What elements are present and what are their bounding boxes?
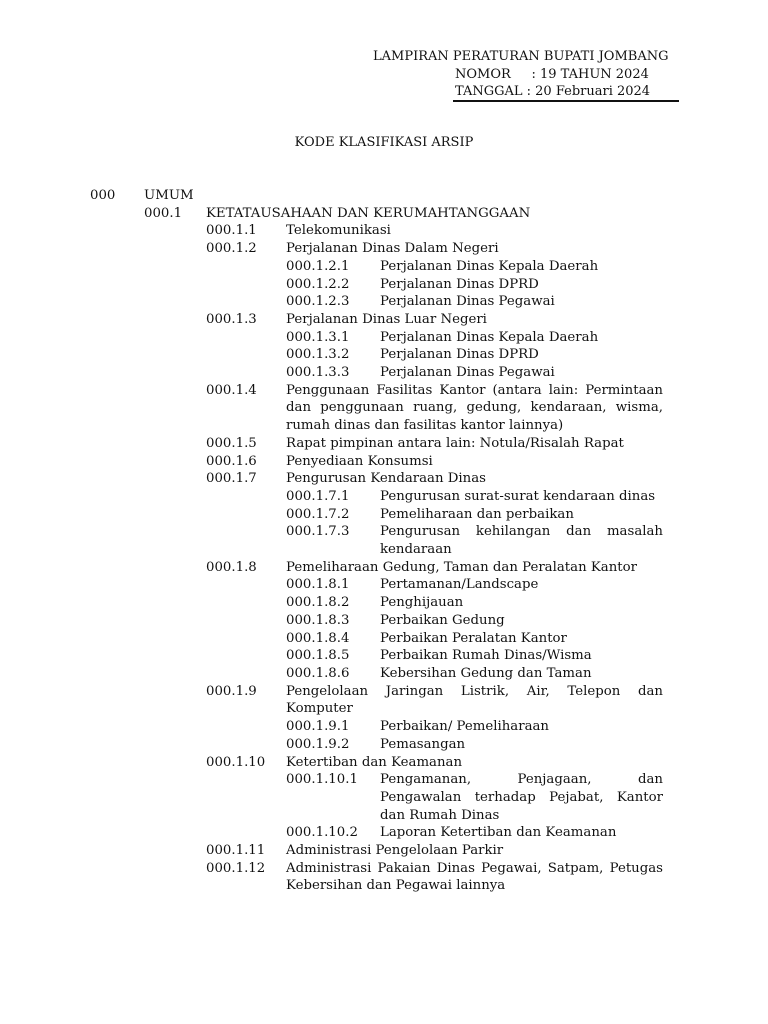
entry-code: 000.1.10.1 <box>286 772 358 788</box>
entry-label: Pemeliharaan dan perbaikan <box>380 506 574 522</box>
entry-code: 000.1.2.2 <box>286 276 350 292</box>
entry-code: 000.1.9.1 <box>286 719 350 735</box>
entry-label: Pemeliharaan Gedung, Taman dan Peralatan Kantor <box>286 559 637 575</box>
entry-code: 000.1.8.6 <box>286 665 350 681</box>
classification-entry <box>0 293 768 311</box>
entry-label: Penyediaan Konsumsi <box>286 453 433 469</box>
entry-code: 000.1.9.2 <box>286 736 350 752</box>
entry-code: 000.1.2.1 <box>286 258 350 274</box>
entry-code: 000.1.3.3 <box>286 365 350 381</box>
entry-code: 000.1.12 <box>206 860 266 876</box>
entry-label: KETATAUSAHAAN DAN KERUMAHTANGGAAN <box>206 205 531 221</box>
classification-entry <box>0 435 768 453</box>
entry-label: Perbaikan Peralatan Kantor <box>380 630 567 646</box>
classification-entry <box>0 842 768 860</box>
entry-code: 000.1.8.3 <box>286 612 350 628</box>
entry-label: Perjalanan Dinas Luar Negeri <box>286 311 487 327</box>
entry-code: 000.1.2.3 <box>286 294 350 310</box>
entry-label: Perbaikan Rumah Dinas/Wisma <box>380 648 592 664</box>
classification-entry <box>0 665 768 683</box>
classification-list <box>0 187 768 895</box>
classification-entry <box>0 276 768 294</box>
classification-entry <box>0 594 768 612</box>
classification-entry <box>0 576 768 594</box>
entry-label: Pengurusan surat-surat kendaraan dinas <box>380 488 656 504</box>
entry-code: 000.1.8.4 <box>286 630 350 646</box>
classification-entry <box>0 754 768 772</box>
entry-code: 000.1.7.3 <box>286 524 350 540</box>
classification-entry <box>0 453 768 471</box>
entry-label: Perjalanan Dinas Dalam Negeri <box>286 241 499 257</box>
entry-code: 000.1.7.1 <box>286 488 350 504</box>
classification-entry <box>0 187 768 205</box>
entry-code: 000.1.7.2 <box>286 506 350 522</box>
header-lampiran: LAMPIRAN PERATURAN BUPATI JOMBANG <box>373 49 669 64</box>
classification-entry <box>0 771 768 824</box>
classification-entry <box>0 222 768 240</box>
classification-entry <box>0 205 768 223</box>
classification-entry <box>0 559 768 577</box>
entry-label: Perbaikan/ Pemeliharaan <box>380 719 549 735</box>
classification-entry <box>0 346 768 364</box>
classification-entry <box>0 860 768 895</box>
entry-label: UMUM <box>144 188 194 203</box>
entry-code: 000.1.8.5 <box>286 648 350 664</box>
entry-code: 000.1.8.2 <box>286 595 350 611</box>
entry-code: 000.1.4 <box>206 382 257 398</box>
entry-label: Penghijauan <box>380 595 464 611</box>
entry-code: 000.1.5 <box>206 435 257 451</box>
entry-code: 000.1.10 <box>206 754 266 770</box>
classification-entry <box>0 523 768 558</box>
header-tanggal: TANGGAL : 20 Februari 2024 <box>455 84 651 99</box>
classification-entry <box>0 647 768 665</box>
entry-label: Pengamanan, Penjagaan, dan Pengawalan terhadap Pejabat, Kantor dan Rumah Dinas <box>380 772 663 823</box>
entry-label: Laporan Ketertiban dan Keamanan <box>380 825 617 841</box>
entry-label: Pertamanan/Landscape <box>380 577 539 593</box>
classification-entry <box>0 630 768 648</box>
classification-entry <box>0 382 768 435</box>
classification-entry <box>0 311 768 329</box>
entry-code: 000 <box>90 188 116 203</box>
classification-entry <box>0 470 768 488</box>
document-title: KODE KLASIFIKASI ARSIP <box>294 135 474 150</box>
entry-label: Pemasangan <box>380 736 466 752</box>
entry-code: 000.1.11 <box>206 843 266 859</box>
entry-label: Telekomunikasi <box>286 223 391 239</box>
classification-entry <box>0 240 768 258</box>
entry-label: Perjalanan Dinas DPRD <box>380 347 539 363</box>
entry-code: 000.1.3.1 <box>286 329 350 345</box>
entry-label: Perjalanan Dinas Pegawai <box>380 294 555 310</box>
entry-code: 000.1.10.2 <box>286 825 358 841</box>
classification-entry <box>0 824 768 842</box>
entry-label: Penggunaan Fasilitas Kantor (antara lain: Permintaan dan penggunaan ruang, gedung, kendaraan, wisma, rumah dinas dan fasilitas kantor lainnya) <box>286 382 663 434</box>
classification-entry <box>0 329 768 347</box>
entry-label: Administrasi Pakaian Dinas Pegawai, Satpam, Petugas Kebersihan dan Pegawai lainnya <box>286 860 663 894</box>
entry-label: Administrasi Pengelolaan Parkir <box>286 843 504 859</box>
entry-label: Perbaikan Gedung <box>380 612 505 628</box>
classification-entry <box>0 718 768 736</box>
entry-code: 000.1.8.1 <box>286 577 350 593</box>
entry-label: Perjalanan Dinas Kepala Daerah <box>380 329 599 345</box>
classification-entry <box>0 736 768 754</box>
entry-label: Perjalanan Dinas DPRD <box>380 276 539 292</box>
entry-code: 000.1.9 <box>206 683 257 699</box>
entry-label: Pengurusan kehilangan dan masalah kendaraan <box>380 524 663 558</box>
entry-label: Ketertiban dan Keamanan <box>286 754 463 770</box>
header-nomor: NOMOR : 19 TAHUN 2024 <box>455 67 649 82</box>
classification-entry <box>0 612 768 630</box>
classification-entry <box>0 488 768 506</box>
entry-code: 000.1.8 <box>206 559 257 575</box>
entry-code: 000.1.3.2 <box>286 347 350 363</box>
classification-entry <box>0 364 768 382</box>
entry-code: 000.1.6 <box>206 453 257 469</box>
classification-entry <box>0 258 768 276</box>
entry-label: Kebersihan Gedung dan Taman <box>380 665 592 681</box>
entry-label: Pengurusan Kendaraan Dinas <box>286 471 486 487</box>
entry-label: Perjalanan Dinas Kepala Daerah <box>380 258 599 274</box>
entry-code: 000.1.3 <box>206 311 257 327</box>
header-underline <box>453 100 679 102</box>
entry-code: 000.1 <box>144 205 183 221</box>
entry-code: 000.1.1 <box>206 223 257 239</box>
classification-entry <box>0 683 768 718</box>
entry-label: Perjalanan Dinas Pegawai <box>380 365 555 381</box>
entry-label: Rapat pimpinan antara lain: Notula/Risalah Rapat <box>286 435 624 451</box>
entry-code: 000.1.2 <box>206 241 257 257</box>
classification-entry <box>0 506 768 524</box>
entry-code: 000.1.7 <box>206 471 257 487</box>
entry-label: Pengelolaan Jaringan Listrik, Air, Telepon dan Komputer <box>286 683 663 717</box>
